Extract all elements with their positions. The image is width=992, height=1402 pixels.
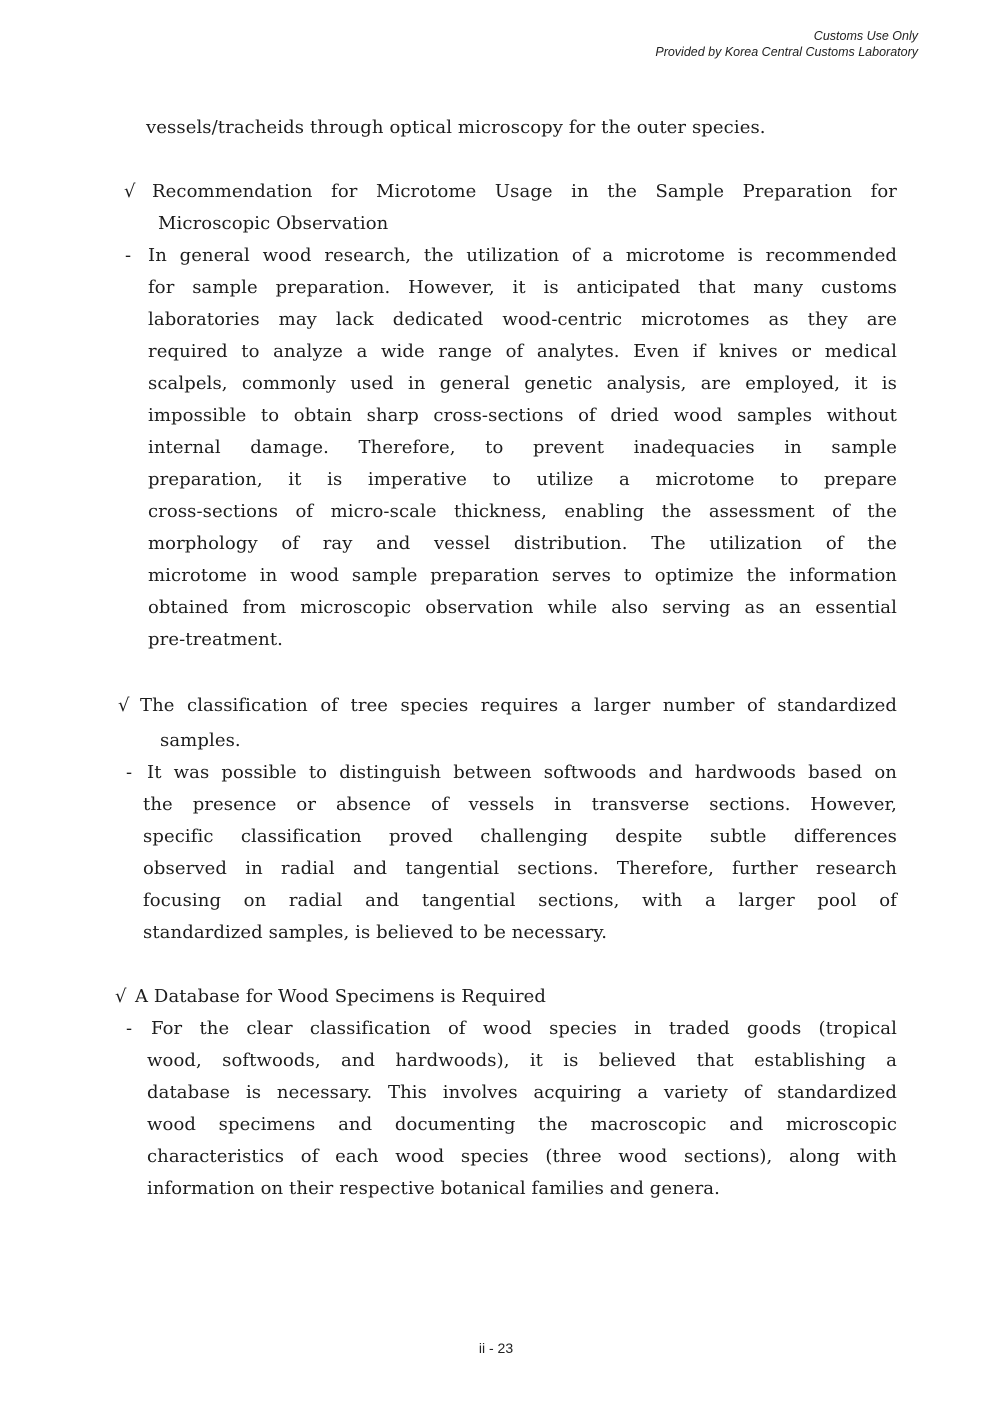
- header-classification: Customs Use Only: [813, 29, 918, 43]
- section-heading-line: Recommendation for Microtome Usage in the Sample Preparation for: [152, 181, 897, 202]
- check-icon: √: [115, 986, 127, 1007]
- check-icon: √: [124, 181, 136, 202]
- intro-line: vessels/tracheids through optical microscopy for the outer species.: [146, 117, 766, 138]
- body-line: the presence or absence of vessels in transverse sections. However,: [143, 794, 897, 815]
- body-line: standardized samples, is believed to be necessary.: [143, 922, 608, 943]
- body-line: cross-sections of micro-scale thickness, enabling the assessment of the: [148, 501, 897, 522]
- body-line: internal damage. Therefore, to prevent inadequacies in sample: [148, 437, 897, 458]
- dash-bullet-icon: -: [126, 1018, 133, 1039]
- body-line: impossible to obtain sharp cross-sections of dried wood samples without: [148, 405, 897, 426]
- body-line: required to analyze a wide range of analytes. Even if knives or medical: [148, 341, 897, 362]
- body-line: pre-treatment.: [148, 629, 283, 650]
- body-line: laboratories may lack dedicated wood-centric microtomes as they are: [148, 309, 897, 330]
- body-line: In general wood research, the utilization of a microtome is recommended: [148, 245, 897, 266]
- body-line: information on their respective botanical families and genera.: [147, 1178, 720, 1199]
- body-line: morphology of ray and vessel distribution. The utilization of the: [148, 533, 897, 554]
- section-heading-line: A Database for Wood Specimens is Required: [135, 986, 547, 1007]
- body-line: For the clear classification of wood species in traded goods (tropical: [151, 1018, 897, 1039]
- dash-bullet-icon: -: [126, 762, 133, 783]
- section-heading-line: Microscopic Observation: [158, 213, 389, 234]
- body-line: observed in radial and tangential sections. Therefore, further research: [143, 858, 897, 879]
- page-header: [655, 28, 918, 60]
- body-line: characteristics of each wood species (three wood sections), along with: [147, 1146, 897, 1167]
- body-line: for sample preparation. However, it is anticipated that many customs: [148, 277, 897, 298]
- body-line: preparation, it is imperative to utilize a microtome to prepare: [148, 469, 897, 490]
- page-number: ii - 23: [478, 1340, 514, 1356]
- body-line: wood specimens and documenting the macroscopic and microscopic: [147, 1114, 897, 1135]
- header-provider: Provided by Korea Central Customs Laboratory: [655, 45, 918, 59]
- body-line: obtained from microscopic observation while also serving as an essential: [148, 597, 897, 618]
- check-icon: √: [118, 695, 130, 716]
- body-line: database is necessary. This involves acquiring a variety of standardized: [147, 1082, 897, 1103]
- body-line: scalpels, commonly used in general genetic analysis, are employed, it is: [148, 373, 897, 394]
- body-line: specific classification proved challenging despite subtle differences: [143, 826, 897, 847]
- body-line: microtome in wood sample preparation serves to optimize the information: [148, 565, 897, 586]
- section-heading-line: samples.: [160, 730, 241, 751]
- body-line: focusing on radial and tangential sections, with a larger pool of: [143, 890, 897, 911]
- body-line: It was possible to distinguish between softwoods and hardwoods based on: [147, 762, 897, 783]
- body-line: wood, softwoods, and hardwoods), it is believed that establishing a: [147, 1050, 897, 1071]
- dash-bullet-icon: -: [125, 245, 132, 266]
- section-heading-line: The classification of tree species requires a larger number of standardized: [140, 695, 897, 716]
